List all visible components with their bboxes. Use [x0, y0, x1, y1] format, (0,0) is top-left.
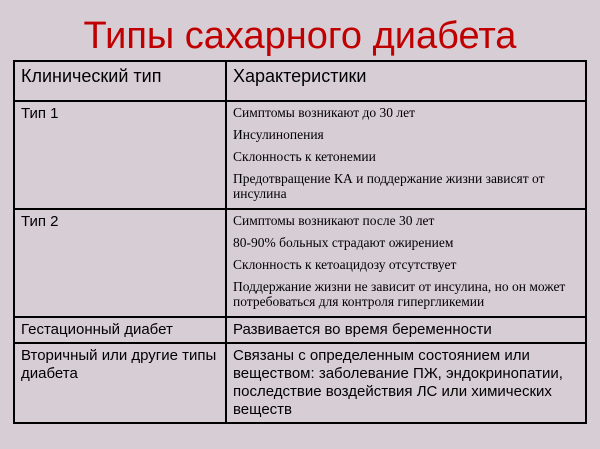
table-header-row [14, 61, 586, 101]
characteristic-item: Поддержание жизни не зависит от инсулина, но он может потребоваться для контроля гипергликемии [233, 279, 566, 309]
row-type-label: Тип 1 [14, 101, 226, 209]
slide-title: Типы сахарного диабета [83, 15, 517, 57]
characteristic-item: 80-90% больных страдают ожирением [233, 235, 454, 250]
row-characteristics: Развивается во время беременности [226, 317, 586, 343]
characteristic-item: Инсулинопения [233, 127, 324, 142]
row-characteristics [226, 101, 586, 209]
diabetes-types-table [13, 60, 587, 424]
row-type-label: Гестационный диабет [14, 317, 226, 343]
table-row [14, 317, 586, 343]
row-type-label: Вторичный или другие типы диабета [14, 343, 226, 423]
header-clinical-type: Клинический тип [14, 61, 226, 101]
row-characteristics: Связаны с определенным состоянием или веществом: заболевание ПЖ, эндокринопатии, последствие воздействия ЛС или химических веществ [226, 343, 586, 423]
row-characteristics [226, 209, 586, 317]
characteristic-item: Склонность к кетоацидозу отсутствует [233, 257, 457, 272]
characteristic-item: Симптомы возникают до 30 лет [233, 105, 416, 120]
row-type-label: Тип 2 [14, 209, 226, 317]
characteristic-item: Склонность к кетонемии [233, 149, 376, 164]
table-row [14, 209, 586, 317]
characteristic-item: Предотвращение КА и поддержание жизни зависят от инсулина [233, 171, 545, 201]
table-row [14, 343, 586, 423]
table-row [14, 101, 586, 209]
header-characteristics: Характеристики [226, 61, 586, 101]
characteristic-item: Симптомы возникают после 30 лет [233, 213, 435, 228]
